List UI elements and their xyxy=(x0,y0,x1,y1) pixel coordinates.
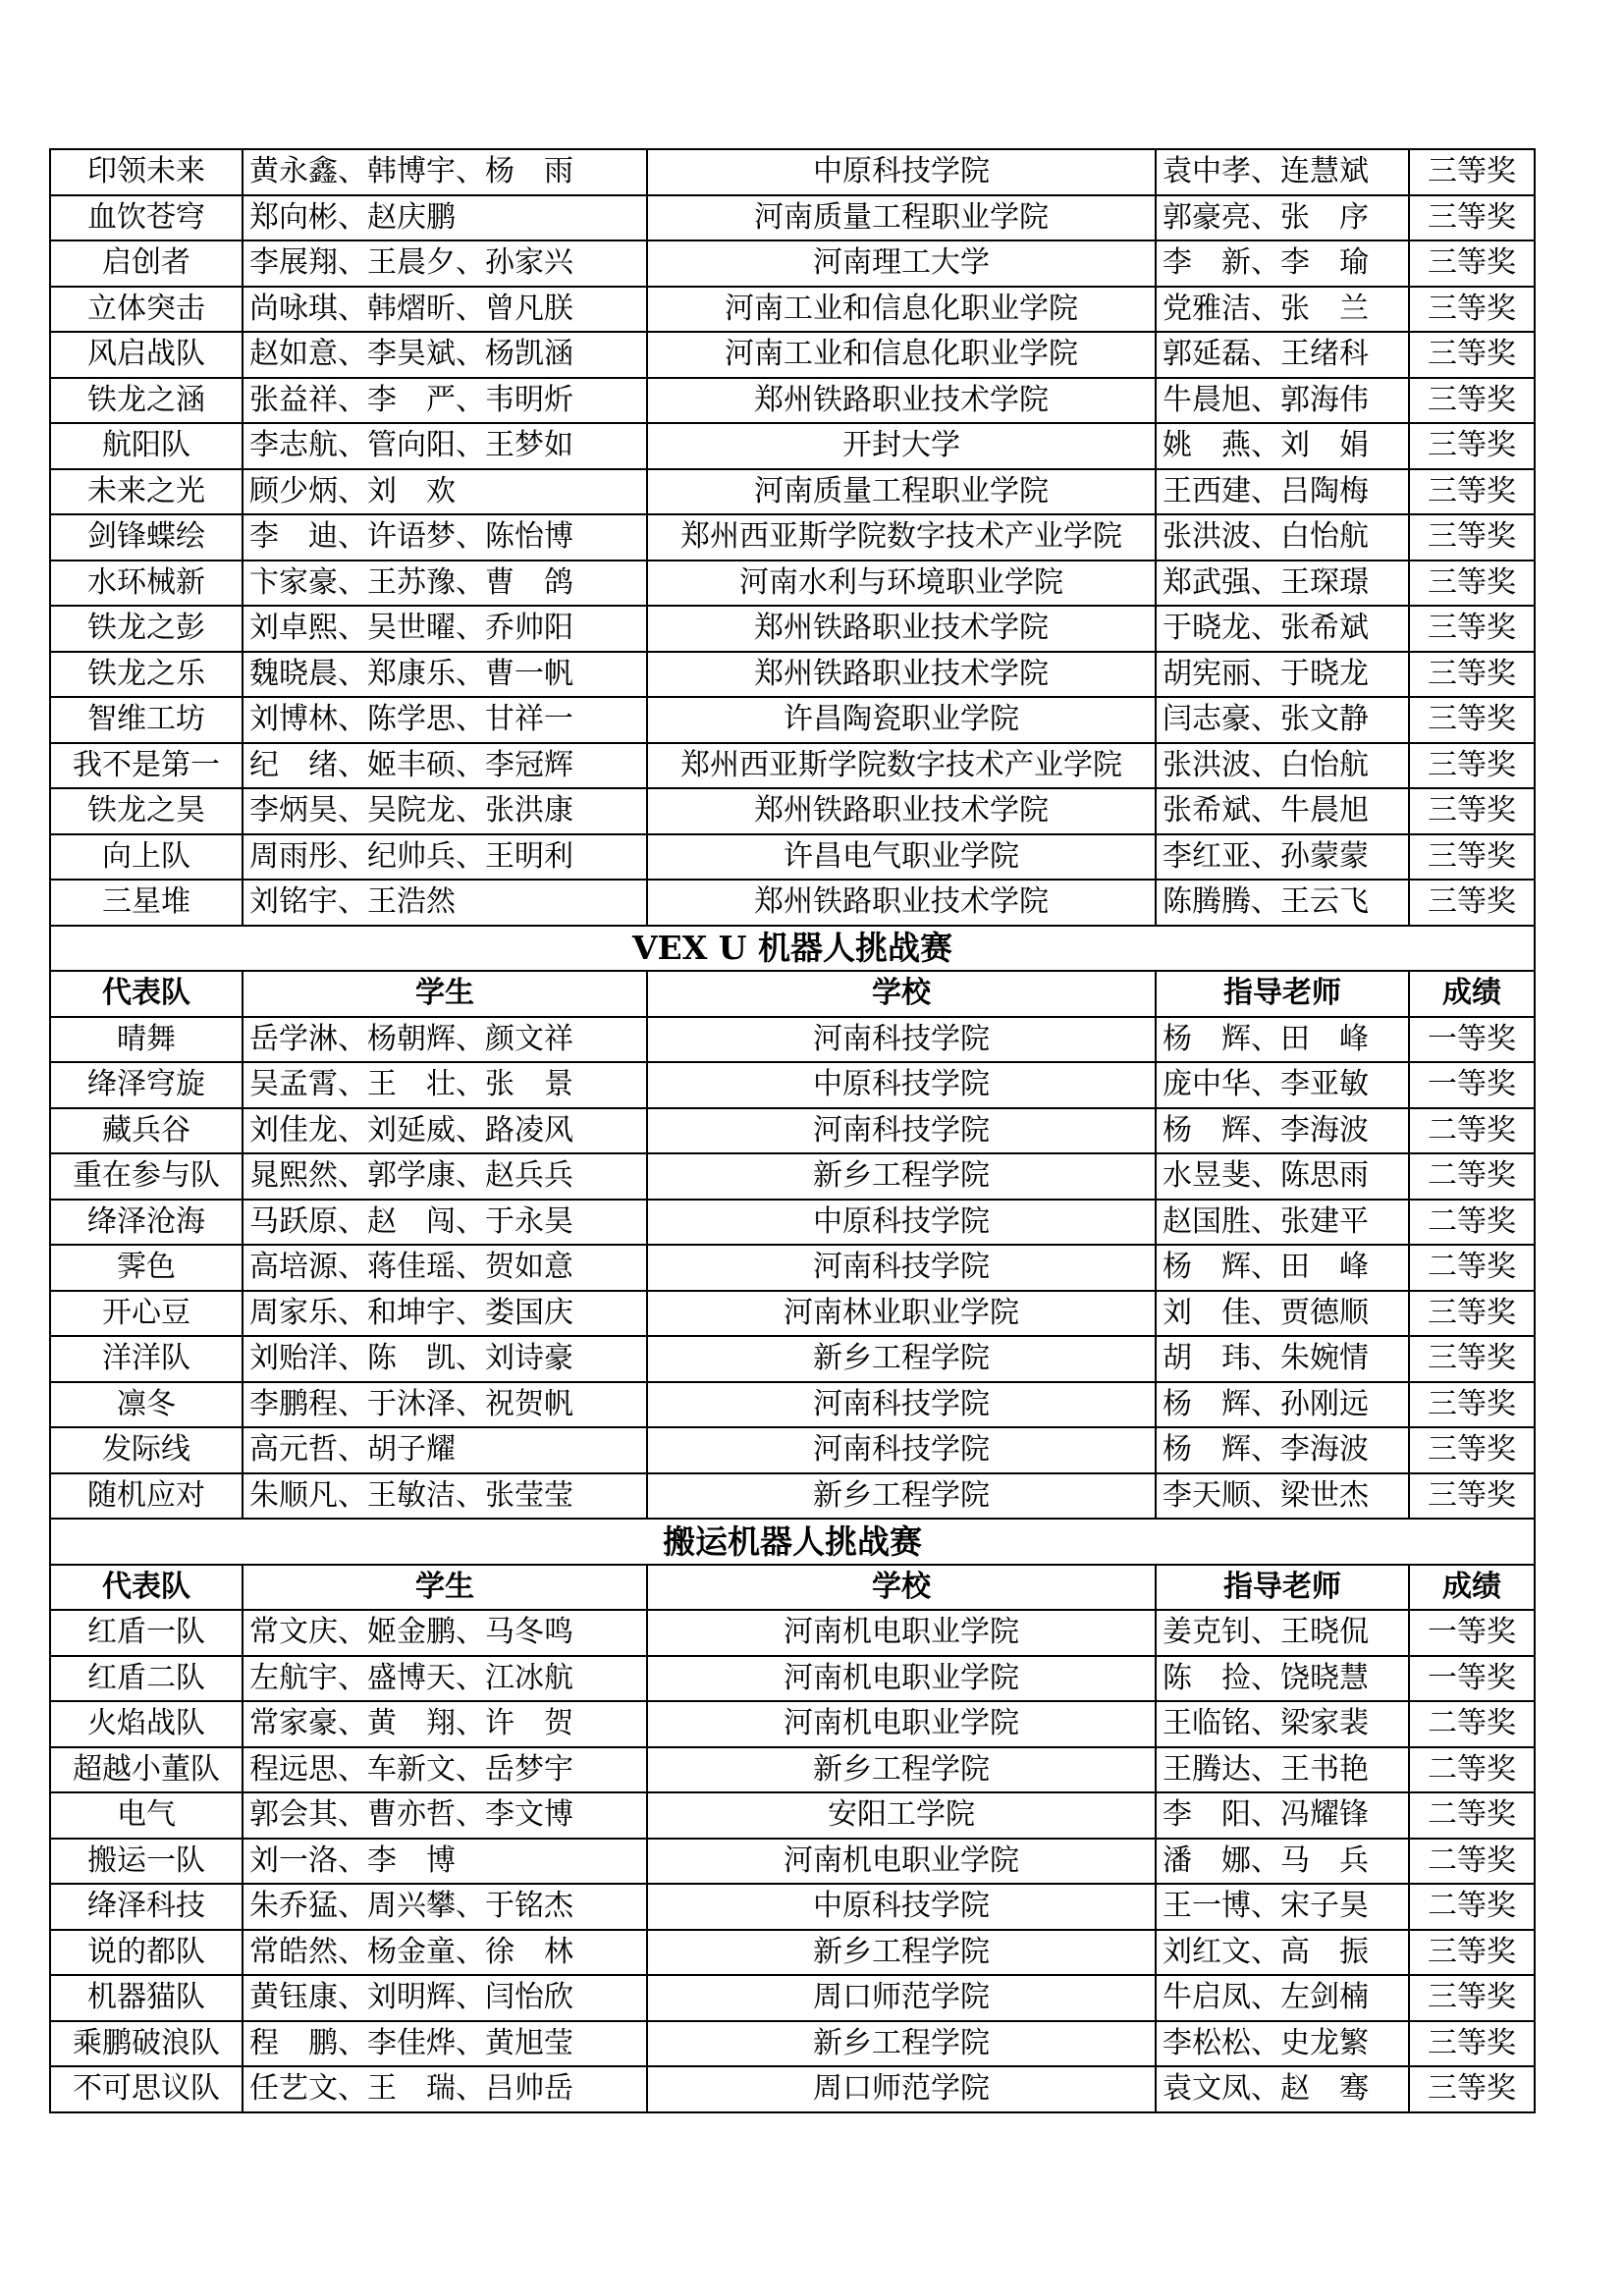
table-row xyxy=(50,514,1535,561)
school-cell: 郑州铁路职业技术学院 xyxy=(647,652,1156,698)
school-cell: 新乡工程学院 xyxy=(647,1336,1156,1382)
school-cell: 河南质量工程职业学院 xyxy=(647,469,1156,515)
result-cell: 三等奖 xyxy=(1409,149,1535,195)
students-cell: 李展翔、王晨夕、孙家兴 xyxy=(243,240,647,287)
result-cell: 一等奖 xyxy=(1409,1610,1535,1656)
result-cell: 二等奖 xyxy=(1409,1747,1535,1793)
advisor-cell: 杨 辉、田 峰 xyxy=(1156,1017,1409,1063)
advisor-cell: 闫志豪、张文静 xyxy=(1156,697,1409,743)
result-cell: 三等奖 xyxy=(1409,469,1535,515)
table-row xyxy=(50,287,1535,333)
table-row xyxy=(50,1427,1535,1473)
students-cell: 李志航、管向阳、王梦如 xyxy=(243,423,647,469)
table-row xyxy=(50,1792,1535,1839)
table-row xyxy=(50,469,1535,515)
advisor-cell: 刘 佳、贾德顺 xyxy=(1156,1291,1409,1337)
advisor-cell: 郭豪亮、张 序 xyxy=(1156,195,1409,241)
advisor-cell: 陈腾腾、王云飞 xyxy=(1156,880,1409,926)
award-table-body xyxy=(50,149,1535,2112)
advisor-cell: 李 新、李 瑜 xyxy=(1156,240,1409,287)
team-cell: 开心豆 xyxy=(50,1291,243,1337)
team-cell: 乘鹏破浪队 xyxy=(50,2021,243,2067)
advisor-cell: 庞中华、李亚敏 xyxy=(1156,1062,1409,1108)
students-cell: 尚咏琪、韩熠昕、曾凡朕 xyxy=(243,287,647,333)
team-cell: 未来之光 xyxy=(50,469,243,515)
team-cell: 洋洋队 xyxy=(50,1336,243,1382)
result-cell: 二等奖 xyxy=(1409,1200,1535,1246)
advisor-cell: 水昱斐、陈思雨 xyxy=(1156,1153,1409,1200)
team-cell: 超越小董队 xyxy=(50,1747,243,1793)
students-cell: 朱乔猛、周兴攀、于铭杰 xyxy=(243,1884,647,1930)
table-row xyxy=(50,697,1535,743)
school-cell: 许昌电气职业学院 xyxy=(647,834,1156,881)
school-cell: 河南工业和信息化职业学院 xyxy=(647,332,1156,378)
school-cell: 河南机电职业学院 xyxy=(647,1839,1156,1885)
team-cell: 发际线 xyxy=(50,1427,243,1473)
advisor-cell: 张希斌、牛晨旭 xyxy=(1156,788,1409,834)
table-row xyxy=(50,1336,1535,1382)
result-cell: 一等奖 xyxy=(1409,1062,1535,1108)
table-row xyxy=(50,240,1535,287)
advisor-cell: 姜克钊、王晓侃 xyxy=(1156,1610,1409,1656)
students-cell: 顾少炳、刘 欢 xyxy=(243,469,647,515)
column-header: 学校 xyxy=(647,1565,1156,1611)
result-cell: 二等奖 xyxy=(1409,1884,1535,1930)
result-cell: 三等奖 xyxy=(1409,788,1535,834)
team-cell: 三星堆 xyxy=(50,880,243,926)
team-cell: 铁龙之乐 xyxy=(50,652,243,698)
result-cell: 三等奖 xyxy=(1409,378,1535,424)
column-header: 代表队 xyxy=(50,971,243,1017)
school-cell: 新乡工程学院 xyxy=(647,1747,1156,1793)
students-cell: 高元哲、胡子耀 xyxy=(243,1427,647,1473)
advisor-cell: 杨 辉、孙刚远 xyxy=(1156,1382,1409,1428)
advisor-cell: 袁中孝、连慧斌 xyxy=(1156,149,1409,195)
advisor-cell: 牛启凤、左剑楠 xyxy=(1156,1975,1409,2021)
table-row xyxy=(50,1839,1535,1885)
table-row xyxy=(50,834,1535,881)
column-header: 成绩 xyxy=(1409,971,1535,1017)
table-row xyxy=(50,2066,1535,2112)
table-row xyxy=(50,1017,1535,1063)
award-table xyxy=(49,148,1536,2113)
result-cell: 三等奖 xyxy=(1409,561,1535,607)
school-cell: 郑州西亚斯学院数字技术产业学院 xyxy=(647,514,1156,561)
result-cell: 三等奖 xyxy=(1409,287,1535,333)
students-cell: 刘卓熙、吴世曜、乔帅阳 xyxy=(243,606,647,652)
team-cell: 向上队 xyxy=(50,834,243,881)
result-cell: 三等奖 xyxy=(1409,606,1535,652)
result-cell: 三等奖 xyxy=(1409,1975,1535,2021)
students-cell: 常文庆、姬金鹏、马冬鸣 xyxy=(243,1610,647,1656)
school-cell: 河南科技学院 xyxy=(647,1108,1156,1154)
header-row xyxy=(50,1565,1535,1611)
team-cell: 智维工坊 xyxy=(50,697,243,743)
table-row xyxy=(50,1884,1535,1930)
school-cell: 河南科技学院 xyxy=(647,1245,1156,1291)
students-cell: 吴孟霄、王 壮、张 景 xyxy=(243,1062,647,1108)
students-cell: 黄钰康、刘明辉、闫怡欣 xyxy=(243,1975,647,2021)
school-cell: 郑州西亚斯学院数字技术产业学院 xyxy=(647,743,1156,789)
school-cell: 新乡工程学院 xyxy=(647,2021,1156,2067)
table-row xyxy=(50,1382,1535,1428)
advisor-cell: 牛晨旭、郭海伟 xyxy=(1156,378,1409,424)
school-cell: 河南科技学院 xyxy=(647,1017,1156,1063)
table-row xyxy=(50,332,1535,378)
section-title: 搬运机器人挑战赛 xyxy=(50,1519,1535,1565)
team-cell: 绛泽穹旋 xyxy=(50,1062,243,1108)
school-cell: 开封大学 xyxy=(647,423,1156,469)
students-cell: 刘贻洋、陈 凯、刘诗豪 xyxy=(243,1336,647,1382)
students-cell: 李炳昊、吴院龙、张洪康 xyxy=(243,788,647,834)
result-cell: 二等奖 xyxy=(1409,1839,1535,1885)
result-cell: 三等奖 xyxy=(1409,332,1535,378)
result-cell: 三等奖 xyxy=(1409,2066,1535,2112)
table-row xyxy=(50,1245,1535,1291)
students-cell: 晁熙然、郭学康、赵兵兵 xyxy=(243,1153,647,1200)
table-row xyxy=(50,1108,1535,1154)
school-cell: 许昌陶瓷职业学院 xyxy=(647,697,1156,743)
table-row xyxy=(50,195,1535,241)
table-row xyxy=(50,378,1535,424)
column-header: 学校 xyxy=(647,971,1156,1017)
advisor-cell: 王临铭、梁家裴 xyxy=(1156,1701,1409,1747)
students-cell: 刘铭宇、王浩然 xyxy=(243,880,647,926)
students-cell: 左航宇、盛博天、江冰航 xyxy=(243,1656,647,1702)
table-row xyxy=(50,1473,1535,1520)
students-cell: 马跃原、赵 闯、于永昊 xyxy=(243,1200,647,1246)
team-cell: 机器猫队 xyxy=(50,1975,243,2021)
column-header: 成绩 xyxy=(1409,1565,1535,1611)
table-row xyxy=(50,2021,1535,2067)
advisor-cell: 王西建、吕陶梅 xyxy=(1156,469,1409,515)
team-cell: 火焰战队 xyxy=(50,1701,243,1747)
table-row xyxy=(50,880,1535,926)
result-cell: 一等奖 xyxy=(1409,1017,1535,1063)
result-cell: 三等奖 xyxy=(1409,1291,1535,1337)
advisor-cell: 李天顺、梁世杰 xyxy=(1156,1473,1409,1520)
section-title: VEX U 机器人挑战赛 xyxy=(50,926,1535,972)
advisor-cell: 于晓龙、张希斌 xyxy=(1156,606,1409,652)
table-row xyxy=(50,1975,1535,2021)
school-cell: 河南工业和信息化职业学院 xyxy=(647,287,1156,333)
students-cell: 纪 绪、姬丰硕、李冠辉 xyxy=(243,743,647,789)
school-cell: 新乡工程学院 xyxy=(647,1473,1156,1520)
team-cell: 晴舞 xyxy=(50,1017,243,1063)
result-cell: 三等奖 xyxy=(1409,1336,1535,1382)
school-cell: 郑州铁路职业技术学院 xyxy=(647,378,1156,424)
team-cell: 绛泽科技 xyxy=(50,1884,243,1930)
advisor-cell: 王一博、宋子昊 xyxy=(1156,1884,1409,1930)
team-cell: 绛泽沧海 xyxy=(50,1200,243,1246)
result-cell: 三等奖 xyxy=(1409,743,1535,789)
team-cell: 血饮苍穹 xyxy=(50,195,243,241)
advisor-cell: 李 阳、冯耀锋 xyxy=(1156,1792,1409,1839)
table-row xyxy=(50,561,1535,607)
result-cell: 二等奖 xyxy=(1409,1108,1535,1154)
advisor-cell: 王腾达、王书艳 xyxy=(1156,1747,1409,1793)
advisor-cell: 李红亚、孙蒙蒙 xyxy=(1156,834,1409,881)
team-cell: 启创者 xyxy=(50,240,243,287)
students-cell: 周雨彤、纪帅兵、王明利 xyxy=(243,834,647,881)
team-cell: 重在参与队 xyxy=(50,1153,243,1200)
school-cell: 河南水利与环境职业学院 xyxy=(647,561,1156,607)
result-cell: 三等奖 xyxy=(1409,1427,1535,1473)
team-cell: 藏兵谷 xyxy=(50,1108,243,1154)
advisor-cell: 袁文凤、赵 骞 xyxy=(1156,2066,1409,2112)
result-cell: 三等奖 xyxy=(1409,697,1535,743)
school-cell: 新乡工程学院 xyxy=(647,1153,1156,1200)
result-cell: 三等奖 xyxy=(1409,514,1535,561)
table-row xyxy=(50,1747,1535,1793)
result-cell: 三等奖 xyxy=(1409,423,1535,469)
students-cell: 任艺文、王 瑞、吕帅岳 xyxy=(243,2066,647,2112)
advisor-cell: 党雅洁、张 兰 xyxy=(1156,287,1409,333)
school-cell: 新乡工程学院 xyxy=(647,1930,1156,1976)
team-cell: 霁色 xyxy=(50,1245,243,1291)
result-cell: 三等奖 xyxy=(1409,1473,1535,1520)
column-header: 学生 xyxy=(243,971,647,1017)
result-cell: 三等奖 xyxy=(1409,1930,1535,1976)
team-cell: 印领未来 xyxy=(50,149,243,195)
team-cell: 不可思议队 xyxy=(50,2066,243,2112)
advisor-cell: 杨 辉、田 峰 xyxy=(1156,1245,1409,1291)
school-cell: 河南理工大学 xyxy=(647,240,1156,287)
school-cell: 中原科技学院 xyxy=(647,149,1156,195)
team-cell: 铁龙之涵 xyxy=(50,378,243,424)
result-cell: 三等奖 xyxy=(1409,834,1535,881)
students-cell: 岳学淋、杨朝辉、颜文祥 xyxy=(243,1017,647,1063)
students-cell: 刘博林、陈学思、甘祥一 xyxy=(243,697,647,743)
students-cell: 程 鹏、李佳烨、黄旭莹 xyxy=(243,2021,647,2067)
table-row xyxy=(50,1610,1535,1656)
school-cell: 河南林业职业学院 xyxy=(647,1291,1156,1337)
school-cell: 河南机电职业学院 xyxy=(647,1610,1156,1656)
advisor-cell: 郭延磊、王绪科 xyxy=(1156,332,1409,378)
table-row xyxy=(50,149,1535,195)
table-row xyxy=(50,1153,1535,1200)
school-cell: 中原科技学院 xyxy=(647,1884,1156,1930)
students-cell: 魏晓晨、郑康乐、曹一帆 xyxy=(243,652,647,698)
students-cell: 黄永鑫、韩博宇、杨 雨 xyxy=(243,149,647,195)
section-title-row xyxy=(50,1519,1535,1565)
team-cell: 立体突击 xyxy=(50,287,243,333)
students-cell: 常家豪、黄 翔、许 贺 xyxy=(243,1701,647,1747)
team-cell: 随机应对 xyxy=(50,1473,243,1520)
result-cell: 三等奖 xyxy=(1409,240,1535,287)
school-cell: 河南科技学院 xyxy=(647,1382,1156,1428)
team-cell: 说的都队 xyxy=(50,1930,243,1976)
advisor-cell: 胡宪丽、于晓龙 xyxy=(1156,652,1409,698)
students-cell: 张益祥、李 严、韦明炘 xyxy=(243,378,647,424)
team-cell: 剑锋蝶绘 xyxy=(50,514,243,561)
advisor-cell: 张洪波、白怡航 xyxy=(1156,514,1409,561)
school-cell: 河南机电职业学院 xyxy=(647,1701,1156,1747)
students-cell: 卞家豪、王苏豫、曹 鸽 xyxy=(243,561,647,607)
result-cell: 二等奖 xyxy=(1409,1701,1535,1747)
advisor-cell: 赵国胜、张建平 xyxy=(1156,1200,1409,1246)
team-cell: 电气 xyxy=(50,1792,243,1839)
table-row xyxy=(50,1062,1535,1108)
column-header: 指导老师 xyxy=(1156,971,1409,1017)
advisor-cell: 胡 玮、朱婉情 xyxy=(1156,1336,1409,1382)
students-cell: 李 迪、许语梦、陈怡博 xyxy=(243,514,647,561)
result-cell: 三等奖 xyxy=(1409,880,1535,926)
advisor-cell: 姚 燕、刘 娟 xyxy=(1156,423,1409,469)
team-cell: 凛冬 xyxy=(50,1382,243,1428)
school-cell: 河南机电职业学院 xyxy=(647,1656,1156,1702)
advisor-cell: 刘红文、高 振 xyxy=(1156,1930,1409,1976)
result-cell: 一等奖 xyxy=(1409,1656,1535,1702)
students-cell: 郭会其、曹亦哲、李文博 xyxy=(243,1792,647,1839)
advisor-cell: 张洪波、白怡航 xyxy=(1156,743,1409,789)
table-row xyxy=(50,1656,1535,1702)
table-row xyxy=(50,788,1535,834)
table-row xyxy=(50,1701,1535,1747)
result-cell: 三等奖 xyxy=(1409,2021,1535,2067)
result-cell: 二等奖 xyxy=(1409,1792,1535,1839)
team-cell: 铁龙之昊 xyxy=(50,788,243,834)
team-cell: 红盾一队 xyxy=(50,1610,243,1656)
school-cell: 安阳工学院 xyxy=(647,1792,1156,1839)
students-cell: 刘一洛、李 博 xyxy=(243,1839,647,1885)
students-cell: 刘佳龙、刘延威、路凌风 xyxy=(243,1108,647,1154)
table-row xyxy=(50,652,1535,698)
school-cell: 中原科技学院 xyxy=(647,1062,1156,1108)
table-row xyxy=(50,1291,1535,1337)
school-cell: 河南科技学院 xyxy=(647,1427,1156,1473)
advisor-cell: 杨 辉、李海波 xyxy=(1156,1427,1409,1473)
team-cell: 航阳队 xyxy=(50,423,243,469)
students-cell: 朱顺凡、王敏洁、张莹莹 xyxy=(243,1473,647,1520)
column-header: 代表队 xyxy=(50,1565,243,1611)
team-cell: 我不是第一 xyxy=(50,743,243,789)
team-cell: 红盾二队 xyxy=(50,1656,243,1702)
students-cell: 程远思、车新文、岳梦宇 xyxy=(243,1747,647,1793)
team-cell: 搬运一队 xyxy=(50,1839,243,1885)
team-cell: 风启战队 xyxy=(50,332,243,378)
team-cell: 水环械新 xyxy=(50,561,243,607)
result-cell: 二等奖 xyxy=(1409,1153,1535,1200)
section-title-row xyxy=(50,926,1535,972)
table-row xyxy=(50,1200,1535,1246)
students-cell: 周家乐、和坤宇、娄国庆 xyxy=(243,1291,647,1337)
table-row xyxy=(50,743,1535,789)
school-cell: 中原科技学院 xyxy=(647,1200,1156,1246)
school-cell: 河南质量工程职业学院 xyxy=(647,195,1156,241)
students-cell: 李鹏程、于沐泽、祝贺帆 xyxy=(243,1382,647,1428)
advisor-cell: 杨 辉、李海波 xyxy=(1156,1108,1409,1154)
table-row xyxy=(50,606,1535,652)
column-header: 学生 xyxy=(243,1565,647,1611)
team-cell: 铁龙之彭 xyxy=(50,606,243,652)
school-cell: 周口师范学院 xyxy=(647,2066,1156,2112)
advisor-cell: 郑武强、王琛璟 xyxy=(1156,561,1409,607)
students-cell: 高培源、蒋佳瑶、贺如意 xyxy=(243,1245,647,1291)
students-cell: 常皓然、杨金童、徐 林 xyxy=(243,1930,647,1976)
students-cell: 赵如意、李昊斌、杨凯涵 xyxy=(243,332,647,378)
result-cell: 三等奖 xyxy=(1409,1382,1535,1428)
table-row xyxy=(50,1930,1535,1976)
header-row xyxy=(50,971,1535,1017)
school-cell: 郑州铁路职业技术学院 xyxy=(647,606,1156,652)
students-cell: 郑向彬、赵庆鹏 xyxy=(243,195,647,241)
advisor-cell: 李松松、史龙繁 xyxy=(1156,2021,1409,2067)
column-header: 指导老师 xyxy=(1156,1565,1409,1611)
school-cell: 郑州铁路职业技术学院 xyxy=(647,788,1156,834)
advisor-cell: 陈 捡、饶晓慧 xyxy=(1156,1656,1409,1702)
school-cell: 郑州铁路职业技术学院 xyxy=(647,880,1156,926)
result-cell: 三等奖 xyxy=(1409,652,1535,698)
school-cell: 周口师范学院 xyxy=(647,1975,1156,2021)
table-row xyxy=(50,423,1535,469)
result-cell: 二等奖 xyxy=(1409,1245,1535,1291)
advisor-cell: 潘 娜、马 兵 xyxy=(1156,1839,1409,1885)
result-cell: 三等奖 xyxy=(1409,195,1535,241)
